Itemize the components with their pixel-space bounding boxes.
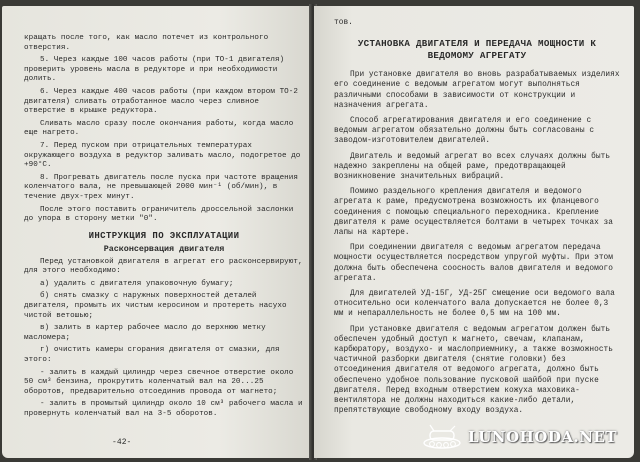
section-title: УСТАНОВКА ДВИГАТЕЛЯ И ПЕРЕДАЧА МОЩНОСТИ К ВЕДОМОМУ АГРЕГАТУ	[357, 38, 597, 62]
text-line: После этого поставить ограничитель дроссельной заслонки до упора в сторону метки "0".	[24, 205, 298, 224]
section-title: ИНСТРУКЦИЯ ПО ЭКСПЛУАТАЦИИ	[88, 230, 240, 241]
list-item: в) залить в картер рабочее масло до верхнюю метку масломера;	[24, 324, 271, 342]
paragraph: Двигатель и ведомый агрегат во всех случаях должны быть надежно закреплены на общей раме, предотвращающей возникновение значительных вибраций.	[334, 152, 615, 182]
right-page	[314, 6, 634, 458]
lunokhod-icon	[420, 423, 464, 451]
paragraph: При установке двигателя во вновь разрабатываемых изделиях его соединение с ведомым агрегатом могут выполняться различными способами в зависимости от конструкции и назначения агрегата.	[334, 71, 625, 110]
text-line: 6. Через каждые 400 часов работы (при каждом втором ТО-2 двигателя) сливать отработанное масло через сливное отверстие в крышке редуктора.	[24, 87, 303, 116]
watermark-text: LUNOHODA.NET	[468, 428, 617, 446]
paragraph: При установке двигателя с ведомым агрегатом должен быть обеспечен удобный доступ к магнето, свечам, клапанам, карбюратору, воздухо- и маслоприемнику, а также возможность частичной разборки двигателя (снятие головки) без отсоединения двигателя от ведомого агрегата, должно быть обеспечено удобное пользование пусковой шайбой при пуске двигателя. Перед входным отверстием кожуха маховика-вентилятора не должны находиться какие-либо детали, препятствующие свободному входу воздуха.	[334, 325, 618, 416]
text-line: кращать после того, как масло потечет из контрольного отверстия.	[24, 34, 273, 52]
paragraph: Способ агрегатирования двигателя и его соединение с ведомым агрегатом обязательно должны быть согласованы с заводом-изготовителем двигателей.	[334, 117, 599, 146]
page-number: -42-	[112, 438, 132, 448]
paragraph: Для двигателей УД-15Г, УД-25Г смещение оси ведомого вала относительно оси коленчатого вала допускается не более 0,3 мм и непараллельность не более 0,5 мм на 100 мм.	[334, 290, 620, 319]
text-line: Сливать масло сразу после окончания работы, когда масло еще нагрето.	[24, 119, 298, 138]
paragraph: При соединении двигателя с ведомым агрегатом передача мощности осуществляется посредством упругой муфты. При этом должна быть обеспечена соосность валов двигателя и ведомого агрегата.	[334, 244, 618, 283]
text-line: 5. Через каждые 100 часов работы (при ТО-1 двигателя) проверить уровень масла в редукторе и при необходимости долить.	[24, 56, 289, 84]
list-item: б) снять смазку с наружных поверхностей деталей двигателя, промыть их чистым керосином и протереть насухо чистой ветошью;	[24, 292, 292, 320]
left-page	[2, 6, 312, 458]
section-subtitle: Расконсервация двигателя	[103, 243, 225, 254]
list-item: а) удалить с двигателя упаковочную бумагу;	[40, 279, 234, 288]
paragraph: Помимо раздельного крепления двигателя и ведомого агрегата к раме, предусмотрена возможность их фланцевого соединения с помощью специального переходника. Крепление двигателя к раме осуществляется болтами в четырех точках за лапы на картере.	[334, 188, 618, 238]
text-line: тов.	[334, 19, 353, 27]
text-line: 7. Перед пуском при отрицательных температурах окружающего воздуха в редуктор заливать масло, подогретое до +90°С.	[24, 141, 306, 170]
list-item: г) очистить камеры сгорания двигателя от смазки, для этого:	[24, 346, 285, 365]
watermark	[420, 422, 634, 452]
list-item: - залить в каждый цилиндр через свечное отверстие около 50 см³ бензина, прокрутить коленчатый вал на 20...25 оборотов, предварительно отсоединив провода от магнето;	[24, 368, 298, 396]
intro-paragraph: Перед установкой двигателя в агрегат его расконсервируют, для этого необходимо:	[24, 257, 308, 276]
list-item: - залить в промытый цилиндр около 10 см³ рабочего масла и провернуть коленчатый вал на 3-5 оборотов.	[24, 400, 308, 418]
text-line: 8. Прогревать двигатель после пуска при частоте вращения коленчатого вала, не превышающей 2000 мин⁻¹ (об/мин), в течение двух-трех минут.	[24, 173, 303, 201]
